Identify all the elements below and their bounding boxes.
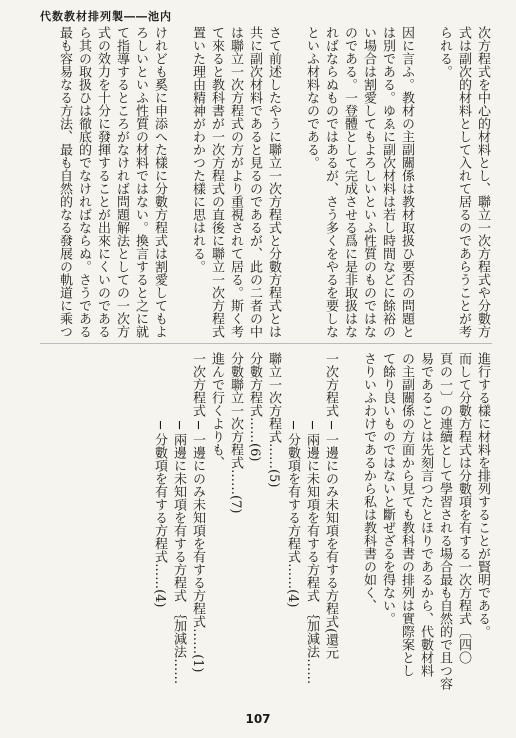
text-column (283, 26, 302, 344)
text-column: 次方程式を中心的材料とし、聯立一次方程式や分數方 (475, 26, 490, 338)
text-column: 分數聯立一次方程式……(7) (228, 352, 243, 514)
page-number: 107 (245, 712, 271, 726)
text-column: ─ 兩邊に未知項を有する方程式 ｛加減法…… (304, 421, 319, 685)
text-column: て指導するところがなければ問題解法としての一次方 (114, 26, 129, 338)
text-column: られる。 (437, 26, 452, 78)
text-column: 置いた理由精神がわかつた樣に思はれる。 (190, 26, 205, 273)
text-column: は別である。ゆゑに副次材料は若し時間などに餘裕の (380, 26, 395, 338)
text-column: い場合は割愛してもよろしいといふ性質のものではな (361, 26, 376, 338)
page-header: 代数教材排列製――池内 (40, 10, 172, 23)
text-column: 式は副次的材料として入れて居るのであらうことが考 (456, 26, 471, 338)
text-column: といふ材料なのである。 (304, 26, 319, 169)
text-column: 進行する樣に材料を排列することが賢明である。 (475, 352, 490, 638)
text-column: のである。一登體として完成させる爲に是非取扱はな (342, 26, 357, 338)
text-column: ろしいといふ性質の材料ではない。換言すると之に就 (133, 26, 148, 338)
text-column: さて前述したやうに聯立一次方程式と分數方程式とは (266, 26, 281, 338)
text-column: 而して分數方程式は分數項を有する一次方程式〔四〇 (456, 352, 471, 664)
text-column (416, 26, 435, 344)
text-column: 共に副次材料であると見るのであるが、此の二者の中 (247, 26, 262, 338)
text-column: 因に言ふ。教材の主副關係は教材取扱ひ要否の問題と (399, 26, 414, 338)
text-column: さりいふわけであるから私は教科書の如く、 (361, 352, 376, 612)
text-column: けれども奚に申添へた樣に分數方程式は割愛してもよ (152, 26, 167, 338)
text-column: 式の效力を十分に發揮することが出來にくいのである (95, 26, 110, 338)
text-column (340, 352, 359, 700)
text-column: ればならぬものではあるが、さう多くをやるを要しな (323, 26, 338, 338)
text-column: て餘り良いものではないと斷ぜざるを得ない。 (380, 352, 395, 625)
text-column: 最も容易なる方法、最も自然的なる發展の軌道に乘つ (57, 26, 72, 338)
upper-text-block (40, 26, 492, 344)
text-column: 分數方程式……(6) (247, 352, 262, 462)
text-column: 進んで行くよりも、 (209, 352, 224, 469)
text-column: 聯立一次方程式……(5) (266, 352, 281, 488)
lower-text-block (40, 352, 492, 700)
text-column: ら其の取扱ひは徹底的でなければならぬ。さうである (76, 26, 91, 338)
text-column: て來ると教科書が一次方程式の直後に聯立一次方程式 (209, 26, 224, 338)
text-column: 頁の一〕の連續として學習される場合最も自然的で且つ容 (437, 352, 452, 690)
text-column: 一次方程式 ─ 一邊にのみ未知項を有する方程式……(1) (190, 352, 205, 673)
text-column: 易であることは先刻言つたとほりであるから、代數材料 (418, 352, 433, 677)
text-column: 一次方程式 ─ 一邊にのみ未知項を有する方程式(還元 (323, 352, 338, 660)
text-column: は聯立一次方程式の方がより重視されて居る。斯く考 (228, 26, 243, 338)
text-column: ─ 分數項を有する方程式……(4) (285, 352, 300, 608)
text-column (169, 26, 188, 344)
section-divider (40, 343, 492, 344)
text-column: ─ 兩邊に未知項を有する方程式 ｛加減法…… (171, 421, 186, 685)
text-column: の主副關係の方面から見ても教科書の排列は實際案とし (399, 352, 414, 677)
text-column: ─ 分數項を有する方程式……(4) (152, 352, 167, 608)
